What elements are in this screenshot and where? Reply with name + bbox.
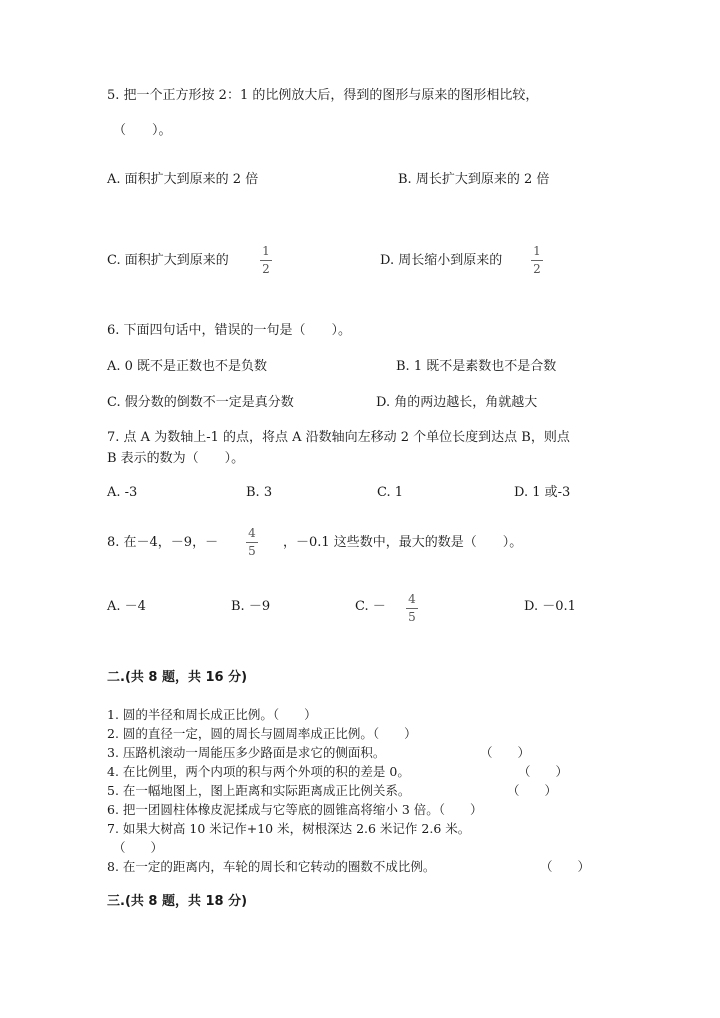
list-item: 4. 在比例里，两个内项的积与两个外项的积的差是 0。	[107, 764, 410, 779]
fraction-numerator: 4	[408, 592, 416, 606]
section-3-title: 三.(共 8 题，共 18 分)	[107, 894, 248, 909]
answer-parens: （ ）	[113, 840, 164, 855]
q7-stem-line2: B 表示的数为（ ）。	[107, 451, 245, 466]
list-item: 5. 在一幅地图上，图上距离和实际距离成正比例关系。	[107, 783, 411, 798]
list-item: 2. 圆的直径一定，圆的周长与圆周率成正比例。（ ）	[107, 726, 417, 741]
fraction-denominator: 5	[408, 610, 416, 624]
q5-option-a: A. 面积扩大到原来的 2 倍	[107, 172, 259, 187]
q5-option-d-fraction	[530, 245, 544, 276]
q7-option-a: A. -3	[107, 485, 138, 500]
q7-option-c: C. 1	[377, 485, 404, 500]
fraction-bar	[260, 260, 272, 261]
list-item: 1. 圆的半径和周长成正比例。（ ）	[107, 707, 317, 722]
q8-option-d: D. －0.1	[524, 599, 576, 614]
fraction-denominator: 2	[262, 262, 270, 276]
q7-stem-line1: 7. 点 A 为数轴上-1 的点，将点 A 沿数轴向左移动 2 个单位长度到达点 B，则点	[107, 430, 570, 445]
q8-option-c: C. －	[355, 599, 386, 614]
q6-option-a: A. 0 既不是正数也不是负数	[107, 359, 268, 374]
list-item: 7. 如果大树高 10 米记作+10 米，树根深达 2.6 米记作 2.6 米。	[107, 821, 471, 836]
q8-stem-part1: 8. 在－4，－9，－	[107, 535, 219, 550]
q5-option-d: D. 周长缩小到原来的	[380, 253, 503, 268]
q5-option-c: C. 面积扩大到原来的	[107, 253, 229, 268]
fraction-numerator: 1	[533, 244, 541, 258]
q8-stem-fraction	[245, 527, 259, 558]
answer-parens: （ ）	[507, 783, 558, 798]
answer-parens: （ ）	[480, 745, 531, 760]
q8-stem-part2: ，－0.1 这些数中，最大的数是（ ）。	[283, 535, 523, 550]
q8-option-a: A. －4	[107, 599, 146, 614]
q5-stem-line2: （ ）。	[113, 123, 172, 138]
q5-stem-line1: 5. 把一个正方形按 2：1 的比例放大后，得到的图形与原来的图形相比较，	[107, 88, 539, 103]
list-item: 6. 把一团圆柱体橡皮泥揉成与它等底的圆锥高将缩小 3 倍。（ ）	[107, 802, 483, 817]
fraction-bar	[406, 608, 418, 609]
list-item: 3. 压路机滚动一周能压多少路面是求它的侧面积。	[107, 745, 386, 760]
section-2-title: 二.(共 8 题，共 16 分)	[107, 670, 248, 685]
q6-stem: 6. 下面四句话中，错误的一句是（ ）。	[107, 323, 352, 338]
q5-option-c-fraction	[259, 245, 273, 276]
fraction-numerator: 1	[262, 244, 270, 258]
q8-option-b: B. －9	[231, 599, 271, 614]
q6-option-c: C. 假分数的倒数不一定是真分数	[107, 395, 294, 410]
fraction-bar	[246, 542, 258, 543]
q8-option-c-fraction	[405, 593, 419, 624]
answer-parens: （ ）	[540, 859, 591, 874]
q6-option-d: D. 角的两边越长，角就越大	[376, 395, 538, 410]
fraction-numerator: 4	[248, 526, 256, 540]
answer-parens: （ ）	[518, 764, 569, 779]
q7-option-b: B. 3	[246, 485, 273, 500]
q6-option-b: B. 1 既不是素数也不是合数	[396, 359, 557, 374]
q7-option-d: D. 1 或-3	[514, 485, 571, 500]
list-item: 8. 在一定的距离内，车轮的周长和它转动的圈数不成比例。	[107, 859, 436, 874]
fraction-denominator: 5	[248, 544, 256, 558]
fraction-bar	[531, 260, 543, 261]
fraction-denominator: 2	[533, 262, 541, 276]
q5-option-b: B. 周长扩大到原来的 2 倍	[398, 172, 550, 187]
